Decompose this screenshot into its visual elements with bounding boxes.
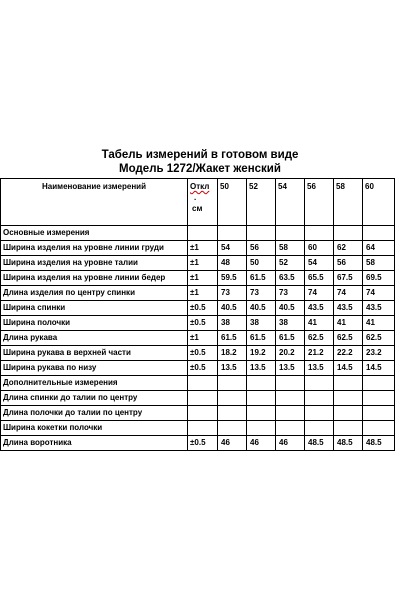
size-value-cell: 46 [247,436,276,451]
table-row [1,241,395,256]
size-value-cell: 67.5 [334,271,363,286]
size-value-cell: 54 [218,241,247,256]
size-value-cell: 59.5 [218,271,247,286]
size-value-cell: 74 [363,286,395,301]
measurement-name: Длина полочки до талии по центру [1,406,188,421]
size-value-cell: 14.5 [363,361,395,376]
size-value-cell: 74 [305,286,334,301]
size-value-cell: 73 [276,286,305,301]
size-value-cell: 38 [218,316,247,331]
size-value-cell [363,376,395,391]
size-value-cell: 43.5 [363,301,395,316]
size-value-cell [247,226,276,241]
size-value-cell: 22.2 [334,346,363,361]
size-value-cell: 54 [305,256,334,271]
measurement-name: Ширина рукава в верхней части [1,346,188,361]
header-size: 54 [276,179,305,226]
table-row [1,421,395,436]
size-value-cell: 73 [247,286,276,301]
size-value-cell: 43.5 [305,301,334,316]
size-value-cell: 41 [363,316,395,331]
measurement-name: Ширина изделия на уровне линии груди [1,241,188,256]
tolerance-cell [188,226,218,241]
size-value-cell: 62.5 [305,331,334,346]
measurement-name: Ширина изделия на уровне линии бедер [1,271,188,286]
size-value-cell: 46 [276,436,305,451]
size-value-cell: 48.5 [334,436,363,451]
size-value-cell [363,226,395,241]
model-subtitle: Модель 1272/Жакет женский [119,163,281,175]
size-value-cell: 52 [276,256,305,271]
table-row [1,346,395,361]
size-value-cell: 48.5 [305,436,334,451]
size-value-cell [276,421,305,436]
size-value-cell: 21.2 [305,346,334,361]
size-value-cell [247,406,276,421]
header-size: 50 [218,179,247,226]
table-title: Табель измерений в готовом виде [101,149,299,161]
size-value-cell: 61.5 [218,331,247,346]
size-value-cell: 40.5 [247,301,276,316]
tolerance-cell: ±1 [188,256,218,271]
header-tolerance-line: . [194,193,197,202]
size-value-cell: 60 [305,241,334,256]
size-value-cell: 48 [218,256,247,271]
measurement-name: Ширина полочки [1,316,188,331]
table-row [1,286,395,301]
measurements-table [0,178,395,451]
table-row [1,376,395,391]
tolerance-cell: ±0.5 [188,346,218,361]
table-row [1,391,395,406]
header-size: 56 [305,179,334,226]
size-value-cell [218,421,247,436]
table-row [1,436,395,451]
measurement-name: Ширина спинки [1,301,188,316]
tolerance-cell: ±0.5 [188,361,218,376]
header-size: 58 [334,179,363,226]
size-value-cell [247,376,276,391]
size-value-cell: 73 [218,286,247,301]
table-row [1,331,395,346]
size-value-cell: 63.5 [276,271,305,286]
size-value-cell [276,226,305,241]
size-value-cell: 41 [305,316,334,331]
measurement-name: Ширина рукава по низу [1,361,188,376]
size-value-cell: 61.5 [247,271,276,286]
size-value-cell [334,421,363,436]
size-value-cell: 13.5 [247,361,276,376]
header-name: Наименование измерений [1,179,188,226]
measurement-name: Дополнительные измерения [1,376,188,391]
table-row [1,406,395,421]
size-value-cell [276,376,305,391]
size-value-cell: 46 [218,436,247,451]
measurement-name: Длина рукава [1,331,188,346]
tolerance-cell [188,406,218,421]
size-value-cell: 40.5 [276,301,305,316]
header-row [1,179,395,226]
header-size: 60 [363,179,395,226]
size-value-cell [334,406,363,421]
size-value-cell [218,376,247,391]
size-value-cell: 18.2 [218,346,247,361]
tolerance-cell: ±0.5 [188,301,218,316]
size-value-cell [363,391,395,406]
size-value-cell: 56 [247,241,276,256]
measurement-name: Ширина кокетки полочки [1,421,188,436]
size-value-cell: 38 [276,316,305,331]
size-value-cell [334,391,363,406]
size-value-cell [276,406,305,421]
size-value-cell: 61.5 [276,331,305,346]
size-value-cell [247,421,276,436]
size-value-cell: 74 [334,286,363,301]
measurement-name: Длина изделия по центру спинки [1,286,188,301]
size-value-cell [305,391,334,406]
size-value-cell [334,376,363,391]
size-value-cell [247,391,276,406]
size-value-cell: 40.5 [218,301,247,316]
size-value-cell: 13.5 [305,361,334,376]
table-row [1,301,395,316]
table-row [1,361,395,376]
size-value-cell [305,376,334,391]
table-row [1,271,395,286]
size-value-cell: 19.2 [247,346,276,361]
tolerance-cell: ±1 [188,286,218,301]
tolerance-cell: ±1 [188,241,218,256]
size-value-cell [218,406,247,421]
size-value-cell: 62.5 [363,331,395,346]
size-value-cell [305,406,334,421]
measurement-name: Длина воротника [1,436,188,451]
size-value-cell: 58 [363,256,395,271]
size-value-cell: 65.5 [305,271,334,286]
tolerance-cell [188,421,218,436]
measurement-name: Длина спинки до талии по центру [1,391,188,406]
size-value-cell: 64 [363,241,395,256]
size-value-cell [305,226,334,241]
size-value-cell: 69.5 [363,271,395,286]
size-value-cell: 43.5 [334,301,363,316]
size-value-cell: 41 [334,316,363,331]
header-tolerance [188,179,218,226]
size-value-cell: 61.5 [247,331,276,346]
table-row [1,256,395,271]
tolerance-cell: ±0.5 [188,436,218,451]
size-value-cell: 50 [247,256,276,271]
size-value-cell: 62 [334,241,363,256]
size-value-cell: 14.5 [334,361,363,376]
header-tolerance-line: Откл [190,182,210,191]
measurement-name: Ширина изделия на уровне талии [1,256,188,271]
size-value-cell: 48.5 [363,436,395,451]
size-value-cell: 58 [276,241,305,256]
measurement-name: Основные измерения [1,226,188,241]
header-tolerance-line: см [192,204,203,213]
tolerance-cell: ±1 [188,271,218,286]
size-value-cell [363,421,395,436]
size-value-cell: 56 [334,256,363,271]
size-value-cell: 62.5 [334,331,363,346]
size-value-cell [305,421,334,436]
header-size: 52 [247,179,276,226]
table-row [1,316,395,331]
size-value-cell: 13.5 [276,361,305,376]
size-value-cell: 13.5 [218,361,247,376]
size-value-cell: 20.2 [276,346,305,361]
tolerance-cell [188,376,218,391]
size-value-cell: 38 [247,316,276,331]
size-value-cell [334,226,363,241]
size-value-cell [276,391,305,406]
tolerance-cell [188,391,218,406]
size-value-cell [363,406,395,421]
size-value-cell [218,226,247,241]
size-value-cell: 23.2 [363,346,395,361]
size-value-cell [218,391,247,406]
table-row [1,226,395,241]
tolerance-cell: ±1 [188,331,218,346]
tolerance-cell: ±0.5 [188,316,218,331]
